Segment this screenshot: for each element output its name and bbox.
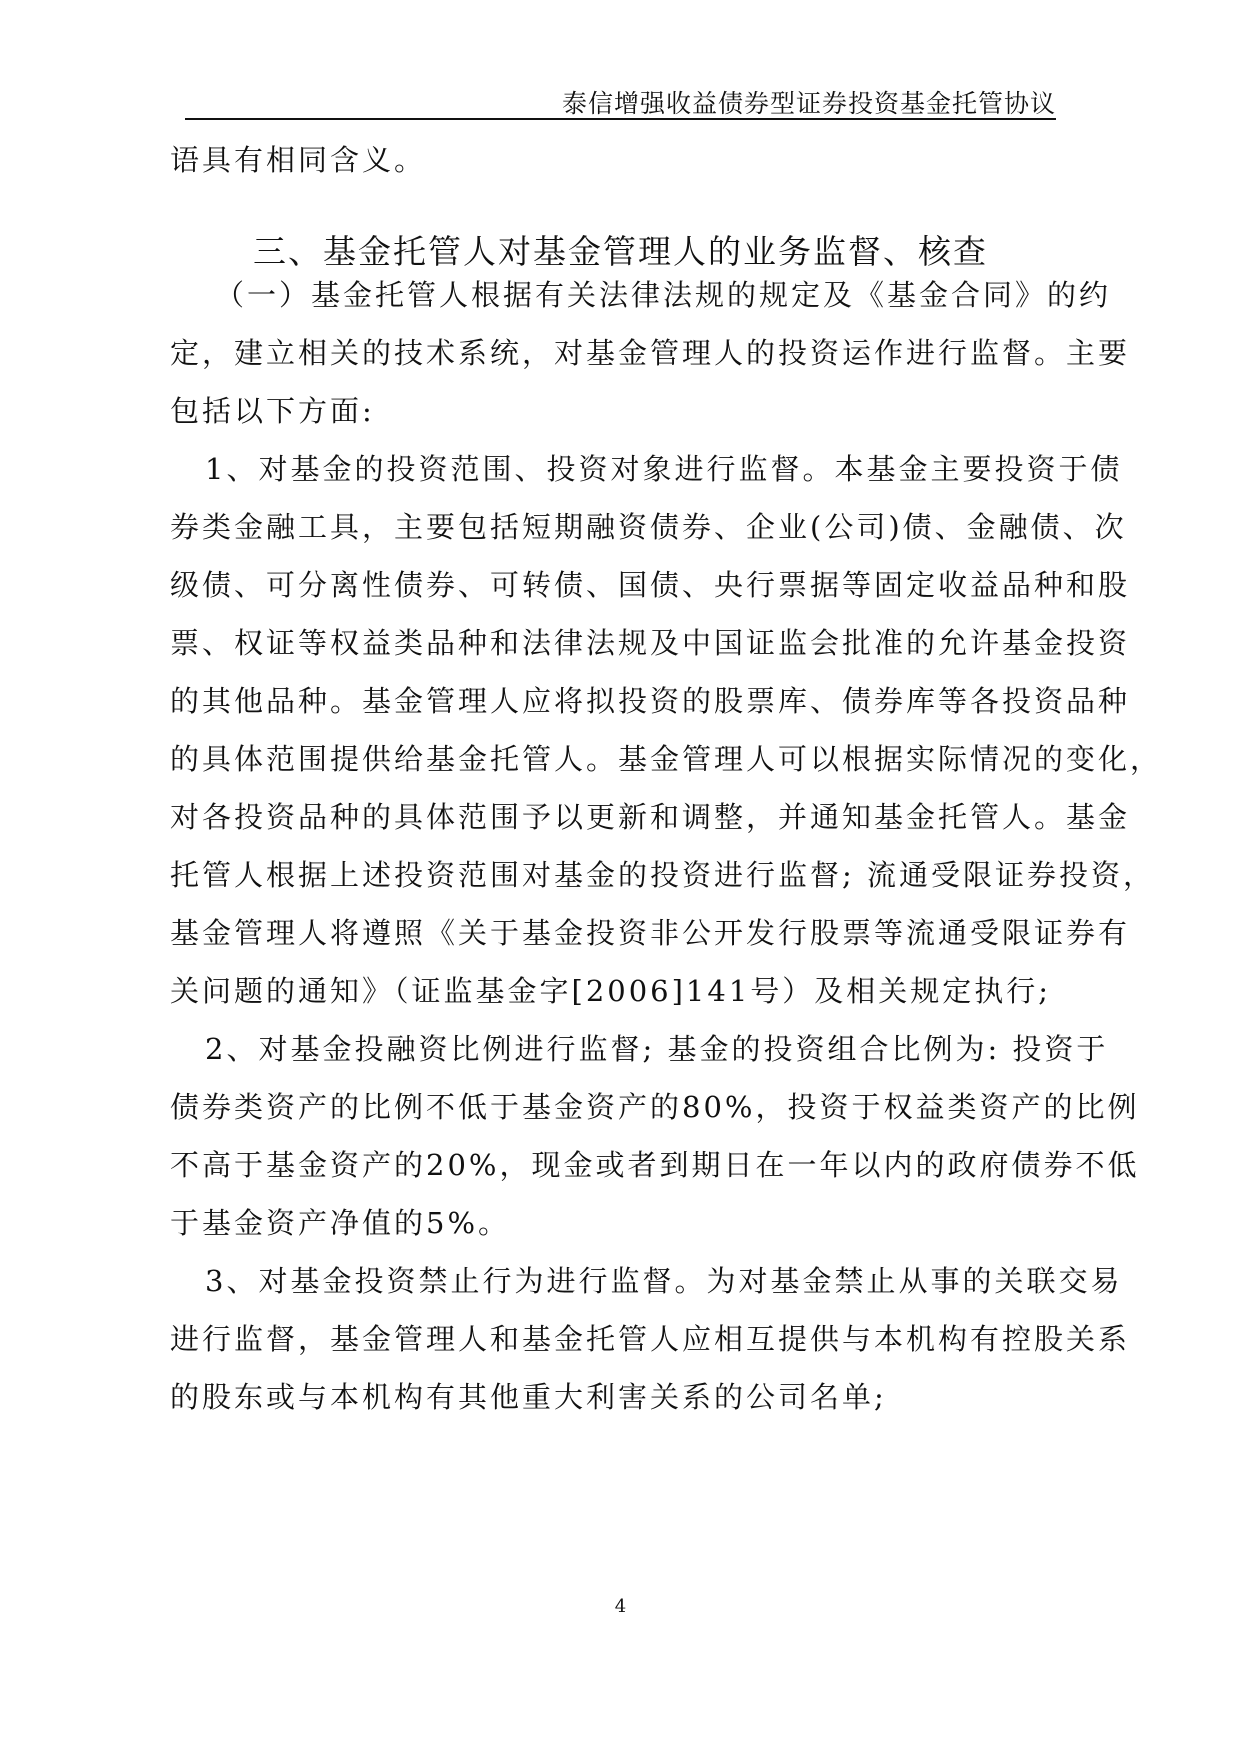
body-line: 的股东或与本机构有其他重大利害关系的公司名单; — [170, 1380, 887, 1414]
body-line: 的具体范围提供给基金托管人。基金管理人可以根据实际情况的变化， — [170, 742, 1163, 776]
body-line: 基金管理人将遵照《关于基金投资非公开发行股票等流通受限证券有 — [170, 916, 1131, 950]
body-line: （一）基金托管人根据有关法律法规的规定及《基金合同》的约 — [215, 278, 1112, 312]
body-line: 定，建立相关的技术系统，对基金管理人的投资运作进行监督。主要 — [170, 336, 1131, 370]
body-line: 2、对基金投融资比例进行监督; 基金的投资组合比例为: 投资于 — [205, 1032, 1109, 1066]
body-line: 关问题的通知》（证监基金字[2006]141号）及相关规定执行; — [170, 974, 1052, 1008]
body-line: 包括以下方面: — [170, 394, 375, 428]
body-line: 于基金资产净值的5%。 — [170, 1206, 511, 1240]
body-line: 3、对基金投资禁止行为进行监督。为对基金禁止从事的关联交易 — [205, 1264, 1123, 1298]
header-divider — [185, 118, 1056, 120]
section-heading: 三、基金托管人对基金管理人的业务监督、核查 — [253, 232, 988, 271]
body-line: 语具有相同含义。 — [170, 143, 427, 177]
body-line: 级债、可分离性债券、可转债、国债、央行票据等固定收益品种和股 — [170, 568, 1131, 602]
body-line: 1、对基金的投资范围、投资对象进行监督。本基金主要投资于债 — [205, 452, 1123, 486]
body-line: 进行监督，基金管理人和基金托管人应相互提供与本机构有控股关系 — [170, 1322, 1131, 1356]
body-line: 托管人根据上述投资范围对基金的投资进行监督; 流通受限证券投资， — [170, 858, 1155, 892]
body-line: 票、权证等权益类品种和法律法规及中国证监会批准的允许基金投资 — [170, 626, 1131, 660]
body-line: 不高于基金资产的20%，现金或者到期日在一年以内的政府债券不低 — [170, 1148, 1140, 1182]
body-line: 的其他品种。基金管理人应将拟投资的股票库、债券库等各投资品种 — [170, 684, 1131, 718]
page-number: 4 — [614, 1596, 627, 1617]
body-line: 对各投资品种的具体范围予以更新和调整，并通知基金托管人。基金 — [170, 800, 1131, 834]
body-line: 债券类资产的比例不低于基金资产的80%，投资于权益类资产的比例 — [170, 1090, 1140, 1124]
body-line: 券类金融工具，主要包括短期融资债券、企业(公司)债、金融债、次 — [170, 510, 1127, 544]
running-header-title: 泰信增强收益债券型证券投资基金托管协议 — [561, 89, 1056, 118]
